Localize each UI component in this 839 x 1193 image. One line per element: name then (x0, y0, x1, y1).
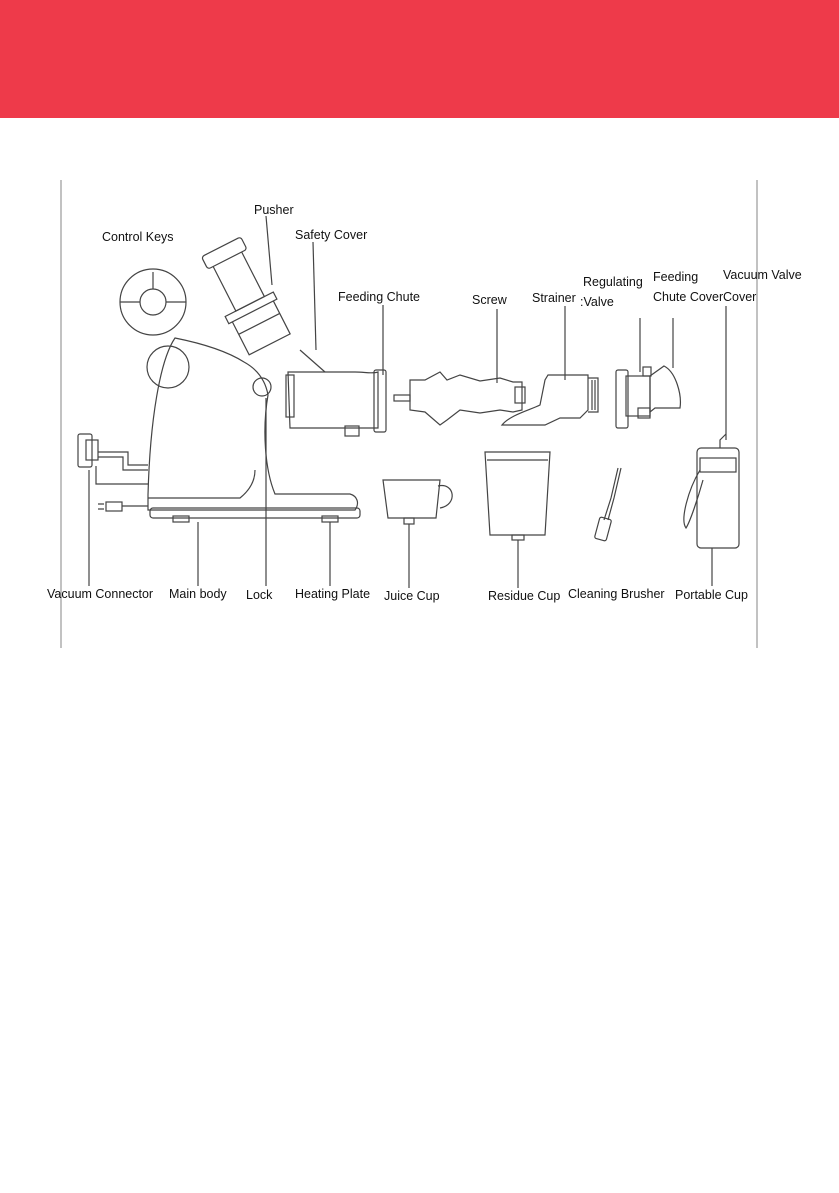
control-keys-drawing (120, 269, 186, 335)
cleaning-brush-drawing (594, 468, 621, 541)
label-main-body: Main body (169, 587, 227, 601)
label-feeding-chute-cover-line1: Feeding (653, 270, 699, 284)
label-vacuum-valve-cover-line1: Vacuum Valve (723, 268, 802, 282)
label-portable-cup: Portable Cup (675, 588, 748, 602)
residue-cup-drawing (485, 452, 550, 540)
label-strainer: Strainer (532, 291, 576, 305)
label-regulating-valve-line1: Regulating (583, 275, 643, 289)
chute-assembly-drawing (196, 235, 386, 436)
label-residue-cup: Residue Cup (488, 589, 561, 603)
label-lock: Lock (246, 588, 273, 602)
regulating-valve-drawing (616, 367, 651, 428)
label-cleaning-brusher: Cleaning Brusher (568, 587, 665, 601)
juice-cup-drawing (383, 480, 452, 524)
label-feeding-chute-cover-line2: Chute Cover (653, 290, 724, 304)
feeding-chute-cover-drawing (638, 366, 680, 418)
portable-cup-drawing (684, 434, 739, 548)
label-vacuum-valve-cover-line2: Cover (723, 290, 757, 304)
label-pusher: Pusher (254, 203, 294, 217)
label-feeding-chute: Feeding Chute (338, 290, 421, 304)
main-body-drawing (147, 338, 360, 522)
screw-drawing (394, 372, 525, 425)
label-vacuum-connector: Vacuum Connector (47, 587, 154, 601)
label-juice-cup: Juice Cup (384, 589, 440, 603)
leader-lines (89, 216, 726, 588)
label-control-keys: Control Keys (102, 230, 174, 244)
label-safety-cover: Safety Cover (295, 228, 368, 242)
label-screw: Screw (472, 293, 507, 307)
label-heating-plate: Heating Plate (295, 587, 371, 601)
label-regulating-valve-line2: :Valve (580, 295, 614, 309)
